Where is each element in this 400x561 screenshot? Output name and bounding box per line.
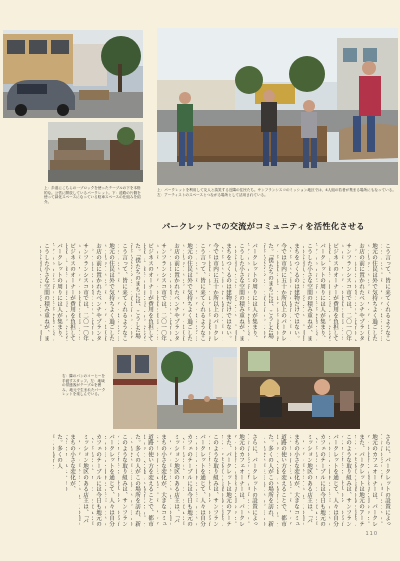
storefront-image xyxy=(113,347,237,429)
text-column-b16: カフェのテーブルには今日も地元の xyxy=(186,434,192,527)
text-column-b2: 地元のカフェオーナーは、パークレ xyxy=(371,434,377,527)
parklet-steps-photo xyxy=(48,122,143,182)
text-column-b24: ミッション地区のある店主は、「パ xyxy=(82,434,88,524)
text-column-b10: た。多くの人がこの場所を訪れ、新 xyxy=(267,434,273,527)
text-column-6: パークレットの周りには人が集まり、 xyxy=(319,243,325,342)
text-column-2: 地元の住民は外で気持ちよく過ごした xyxy=(371,243,377,342)
text-column-1: こう言って、皆に来てくれるようなこ xyxy=(384,243,390,342)
text-column-25: ビジネスのオーナーが費用を負担して xyxy=(69,243,75,342)
text-column-b25: まちの小さな変化が、 xyxy=(69,434,75,492)
cafe-interior-photo xyxy=(240,347,360,429)
parklet-group-photo xyxy=(157,28,398,185)
text-column-19: ビジネスのオーナーが費用を負担して xyxy=(147,243,153,342)
text-column-b18: まちの小さな変化が、大きなコミュ xyxy=(160,434,166,527)
text-column-15: こう言って、皆に来てくれるようなこ xyxy=(199,243,205,342)
text-column-14: 今では市内に五十か所以上のパークレ xyxy=(212,243,218,342)
page-number: 110 xyxy=(365,531,378,537)
text-column-8: まちをつくるのは建物だけではない。 xyxy=(293,243,299,342)
text-column-b9: 道路の使い方を変えることで、都市 xyxy=(280,434,286,527)
cafe-image xyxy=(240,347,360,429)
text-column-b3: また、パークレットは地元のアーテ xyxy=(358,434,364,527)
text-column-b26: た。多くの人 xyxy=(56,434,62,469)
text-column-b1: さらに、パークレットの設置によっ xyxy=(384,434,390,527)
text-column-16: 地元の住民は外で気持ちよく過ごした xyxy=(186,243,192,342)
text-column-5: ビジネスのオーナーが費用を負担して xyxy=(332,243,338,342)
text-column-b13: また、パークレットは地元のアーテ xyxy=(225,434,231,527)
text-column-13: まちをつくるのは建物だけではない。 xyxy=(225,243,231,342)
text-column-4: サンフランシスコ市では、二〇一〇年 xyxy=(345,243,351,342)
text-column-b17: ミッション地区のある店主は、「パ xyxy=(173,434,179,524)
text-column-7: こうした小さな空間の積み重ねが、ま xyxy=(306,243,312,342)
text-column-20: た。「僕たちのまちには、こうした場 xyxy=(134,243,140,339)
text-column-b6: カフェのテーブルには今日も地元の xyxy=(319,434,325,527)
text-column-b21: このような取り組みは、サンフラン xyxy=(121,434,127,527)
group-image xyxy=(157,28,398,185)
street-image xyxy=(3,30,143,118)
text-column-23: お店の前に置かれたベンチやプランタ xyxy=(95,243,101,342)
text-column-11: パークレットの周りには人が集まり、 xyxy=(251,243,257,342)
text-column-b8: まちの小さな変化が、大きなコミュ xyxy=(293,434,299,527)
text-column-b4: このような取り組みは、サンフラン xyxy=(345,434,351,527)
storefront-photo xyxy=(113,347,237,429)
text-column-b14: このような取り組みは、サンフラン xyxy=(212,434,218,527)
text-column-9: 今では市内に五十か所以上のパークレ xyxy=(280,243,286,342)
text-column-b11: さらに、パークレットの設置によっ xyxy=(251,434,257,527)
text-column-26: パークレットの周りには人が集まり、 xyxy=(56,243,62,342)
text-column-18: サンフランシスコ市では、二〇一〇年 xyxy=(160,243,166,342)
text-column-b7: ミッション地区のある店主は、「パ xyxy=(306,434,312,524)
text-column-3: お店の前に置かれたベンチやプランタ xyxy=(358,243,364,342)
text-column-27: こうした小さな空間の積み重ねが、ま xyxy=(43,243,49,342)
article-heading: パークレットでの交流がコミュニティを活性化させる xyxy=(162,221,365,231)
text-column-b12: 地元のカフェオーナーは、パークレ xyxy=(238,434,244,527)
text-column-b19: 道路の使い方を変えることで、都市 xyxy=(147,434,153,527)
text-column-b5: パークレットを通じて、人々は自分 xyxy=(332,434,338,527)
text-column-10: た。「僕たちのまちには、こうした場 xyxy=(267,243,273,339)
text-column-21: こう言って、皆に来てくれるようなこ xyxy=(121,243,127,342)
text-column-b23: カフェのテーブルには今日も地元の xyxy=(95,434,101,527)
caption-group-photo: 上：パークレットを利用して友人と談笑する近隣の住民たち。サンフランシスコのミッション地区では、4人組の若者が集まる場所にもなっている。左：アーティストのスペースとつながる場所として活用されている。 xyxy=(157,188,396,197)
text-column-22: 地元の住民は外で気持ちよく過ごした xyxy=(108,243,114,342)
street-photo xyxy=(3,30,143,118)
caption-top-left: 上：歩道にこちらの一ブロックを使ったテーブルの下を本格的な。公営に開放しているパークレット。下：道路の片側を使って緑化スペースになっている駐車スペースの仕組みを紹介。 xyxy=(44,186,141,204)
text-column-12: こうした小さな空間の積み重ねが、ま xyxy=(238,243,244,342)
text-column-b22: パークレットを通じて、人々は自分 xyxy=(108,434,114,527)
text-column-b15: パークレットを通じて、人々は自分 xyxy=(199,434,205,527)
text-column-17: お店の前に置かれたベンチやプランタ xyxy=(173,243,179,342)
caption-storefront: 右：隣のパンのコーヒーを手渡すスタッフ。左：地域の常連客がテーブルを囲み、地元で生まれたパークレットを楽しんでいる。 xyxy=(62,374,106,397)
steps-image xyxy=(48,122,143,182)
text-column-24: サンフランシスコ市では、二〇一〇年 xyxy=(82,243,88,342)
text-column-b20: た。多くの人がこの場所を訪れ、新 xyxy=(134,434,140,527)
